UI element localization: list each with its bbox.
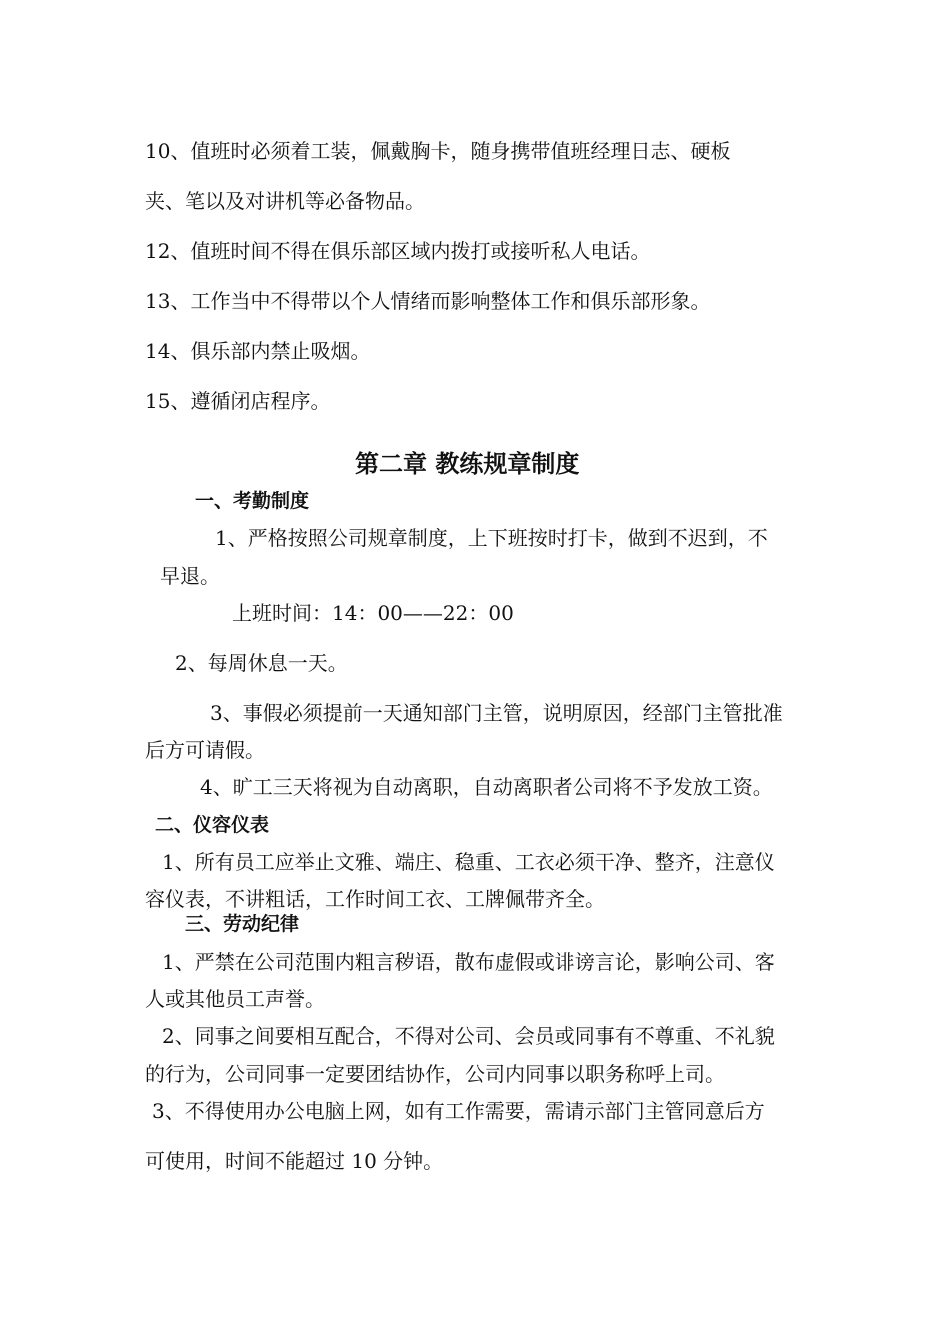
rule-line-13: 13、工作当中不得带以个人情绪而影响整体工作和俱乐部形象。	[145, 289, 711, 313]
attendance-item-4: 4、旷工三天将视为自动离职，自动离职者公司将不予发放工资。	[200, 775, 773, 799]
rule-line-14: 14、俱乐部内禁止吸烟。	[145, 339, 371, 363]
discipline-item-2a: 2、同事之间要相互配合，不得对公司、会员或同事有不尊重、不礼貌	[162, 1024, 775, 1048]
section-heading-appearance: 二、仪容仪表	[155, 814, 270, 836]
attendance-item-1b: 早退。	[160, 564, 220, 588]
discipline-item-3a: 3、不得使用办公电脑上网，如有工作需要，需请示部门主管同意后方	[152, 1099, 765, 1123]
rule-line-10a: 10、值班时必须着工装，佩戴胸卡，随身携带值班经理日志、硬板	[145, 139, 731, 163]
attendance-item-3b: 后方可请假。	[145, 738, 265, 762]
appearance-item-1a: 1、所有员工应举止文雅、端庄、稳重、工衣必须干净、整齐，注意仪	[162, 850, 775, 874]
rule-line-12: 12、值班时间不得在俱乐部区域内拨打或接听私人电话。	[145, 239, 651, 263]
discipline-item-1a: 1、严禁在公司范围内粗言秽语，散布虚假或诽谤言论，影响公司、客	[162, 950, 775, 974]
section-heading-attendance: 一、考勤制度	[195, 490, 310, 512]
appearance-item-1b: 容仪表，不讲粗话，工作时间工衣、工牌佩带齐全。	[145, 887, 605, 911]
attendance-item-1a: 1、严格按照公司规章制度，上下班按时打卡，做到不迟到，不	[215, 526, 768, 550]
rule-line-10b: 夹、笔以及对讲机等必备物品。	[145, 189, 425, 213]
discipline-item-3b: 可使用，时间不能超过 10 分钟。	[145, 1149, 444, 1173]
chapter-title: 第二章 教练规章制度	[355, 450, 580, 478]
discipline-item-1b: 人或其他员工声誉。	[145, 987, 325, 1011]
work-hours: 上班时间：14：00——22：00	[232, 601, 514, 625]
attendance-item-3a: 3、事假必须提前一天通知部门主管，说明原因，经部门主管批准	[210, 701, 783, 725]
discipline-item-2b: 的行为，公司同事一定要团结协作，公司内同事以职务称呼上司。	[145, 1062, 725, 1086]
section-heading-discipline: 三、劳动纪律	[185, 913, 300, 935]
rule-line-15: 15、遵循闭店程序。	[145, 389, 331, 413]
attendance-item-2: 2、每周休息一天。	[175, 651, 348, 675]
